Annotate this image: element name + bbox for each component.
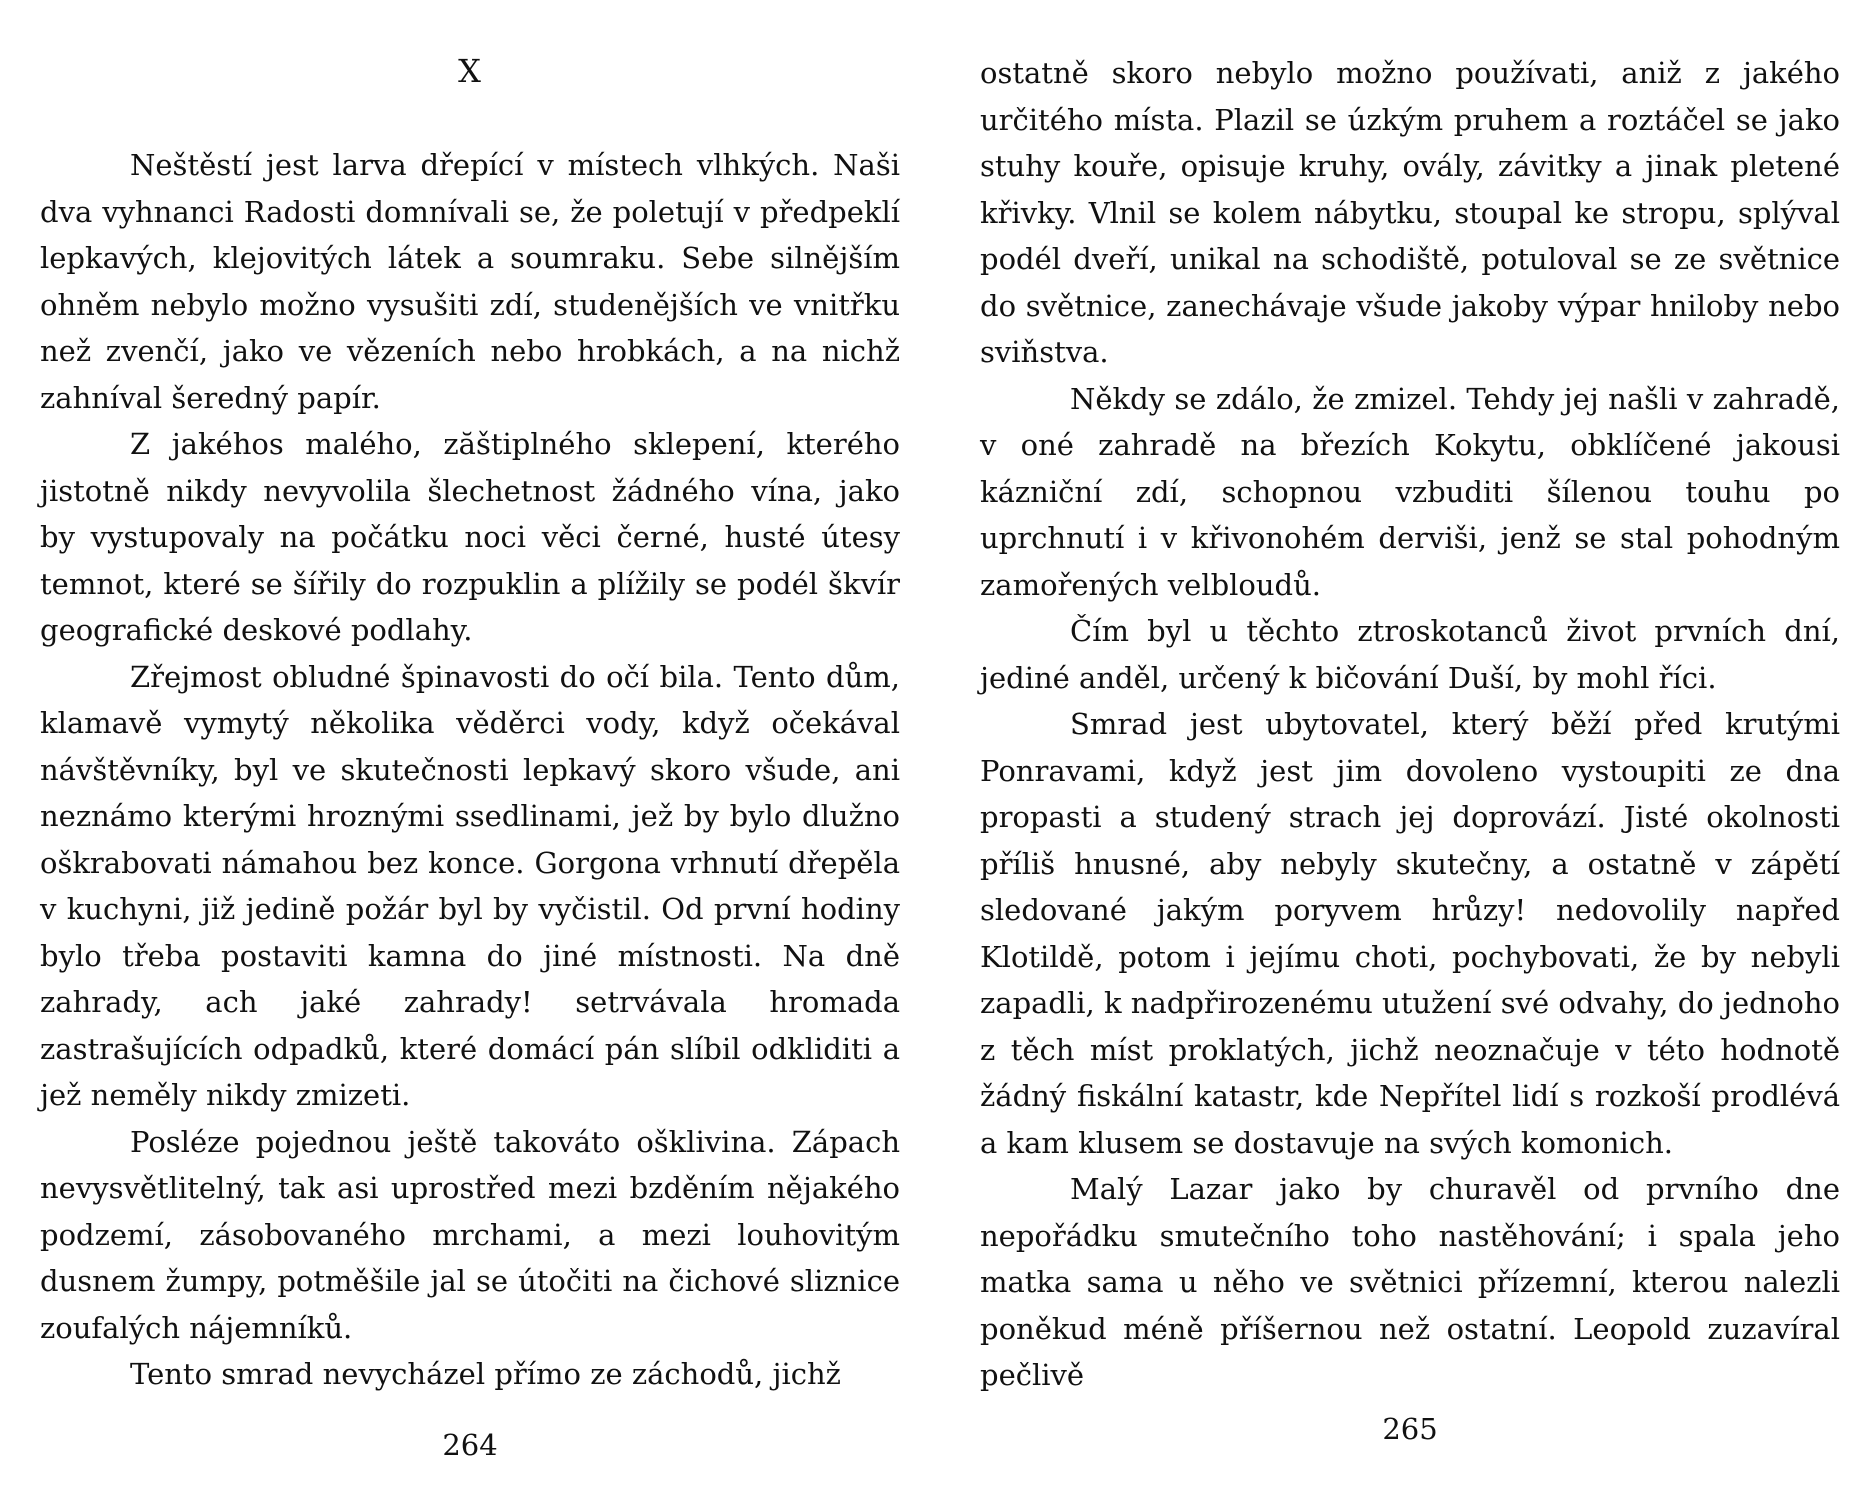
left-paragraph-1: Neštěstí jest larva dřepící v místech vlhkých. Naši dva vyhnanci Radosti domnívali se, že poletují v předpeklí lepkavých, klejovitých látek a soumraku. Sebe silnějším ohněm nebylo možno vysušiti zdí, studenějších ve vnitřku než zvenčí, jako ve vězeních nebo hrobkách, a na nichž zahníval šeredný papír. bbox=[40, 148, 900, 415]
left-page-number: 264 bbox=[442, 1428, 498, 1462]
left-page-text bbox=[40, 142, 900, 1398]
right-page-number: 265 bbox=[1382, 1412, 1438, 1446]
right-page bbox=[980, 0, 1840, 1500]
left-paragraph-3: Zřejmost obludné špinavosti do očí bila. Tento dům, klamavě vymytý několika věděrci vody, když očekával návštěvníky, byl ve skutečnosti lepkavý skoro všude, ani neznámo kterými hroznými ssedlinami, jež by bylo dlužno oškrabovati námahou bez konce. Gorgona vrhnutí dřepěla v kuchyni, již jedině požár byl by vyčistil. Od první hodiny bylo třeba postaviti kamna do jiné místnosti. Na dně zahrady, ach jaké zahrady! setrvávala hromada zastrašujících odpadků, které domácí pán slíbil odkliditi a jež neměly nikdy zmizeti. bbox=[40, 659, 900, 1112]
left-paragraph-4: Posléze pojednou ještě takováto ošklivina. Zápach nevysvětlitelný, tak asi uprostřed mezi bzděním nějakého podzemí, zásobovaného mrchami, a mezi louhovitým dusnem žumpy, potměšile jal se útočiti na čichové sliznice zoufalých nájemníků. bbox=[40, 1124, 900, 1345]
left-page bbox=[40, 0, 900, 1500]
right-paragraph-3: Čím byl u těchto ztroskotanců život prvních dní, jediné anděl, určený k bičování Duší, by mohl říci. bbox=[980, 614, 1840, 695]
right-paragraph-4: Smrad jest ubytovatel, který běží před krutými Ponravami, když jest jim dovoleno vystoupiti ze dna propasti a studený strach jej doprovází. Jisté okolnosti příliš hnusné, aby nebyly skutečny, a ostatně v zápětí sledované jakým poryvem hrůzy! nedovolily napřed Klotildě, potom i jejímu choti, pochybovati, že by nebyli zapadli, k nadpřirozenému utužení své odvahy, do jednoho z těch míst proklatých, jichž neoznačuje v této hodnotě žádný fiskální katastr, kde Nepřítel lidí s rozkoší prodlévá a kam klusem se dostavuje na svých komonich. bbox=[980, 707, 1840, 1160]
right-paragraph-2: Někdy se zdálo, že zmizel. Tehdy jej našli v zahradě, v oné zahradě na březích Kokytu, obklíčené jakousi kázniční zdí, schopnou vzbuditi šílenou touhu po uprchnutí i v křivonohém derviši, jenž se stal pohodným zamořených velbloudů. bbox=[980, 381, 1840, 602]
chapter-heading: X bbox=[458, 52, 482, 90]
left-paragraph-5: Tento smrad nevycházel přímo ze záchodů, jichž bbox=[130, 1357, 841, 1391]
right-page-text bbox=[980, 50, 1840, 1399]
right-paragraph-5: Malý Lazar jako by churavěl od prvního dne nepořádku smutečního toho nastěhování; i spala jeho matka sama u něho ve světnici přízemní, kterou nalezli poněkud méně příšernou než ostatní. Leopold zuzavíral pečlivě bbox=[980, 1172, 1840, 1392]
right-paragraph-1: ostatně skoro nebylo možno používati, aniž z jakého určitého místa. Plazil se úzkým pruhem a roztáčel se jako stuhy kouře, opisuje kruhy, ovály, závitky a jinak pletené křivky. Vlnil se kolem nábytku, stoupal ke stropu, splýval podél dveří, unikal na schodiště, potuloval se ze světnice do světnice, zanechávaje všude jakoby výpar hniloby nebo sviňstva. bbox=[980, 56, 1840, 369]
left-paragraph-2: Z jakéhos malého, zăštiplného sklepení, kterého jistotně nikdy nevyvolila šlechetnost žádného vína, jako by vystupovaly na počátku noci věci černé, husté útesy temnot, které se šířily do rozpuklin a plížily se podél škvír geografické deskové podlahy. bbox=[40, 427, 900, 647]
